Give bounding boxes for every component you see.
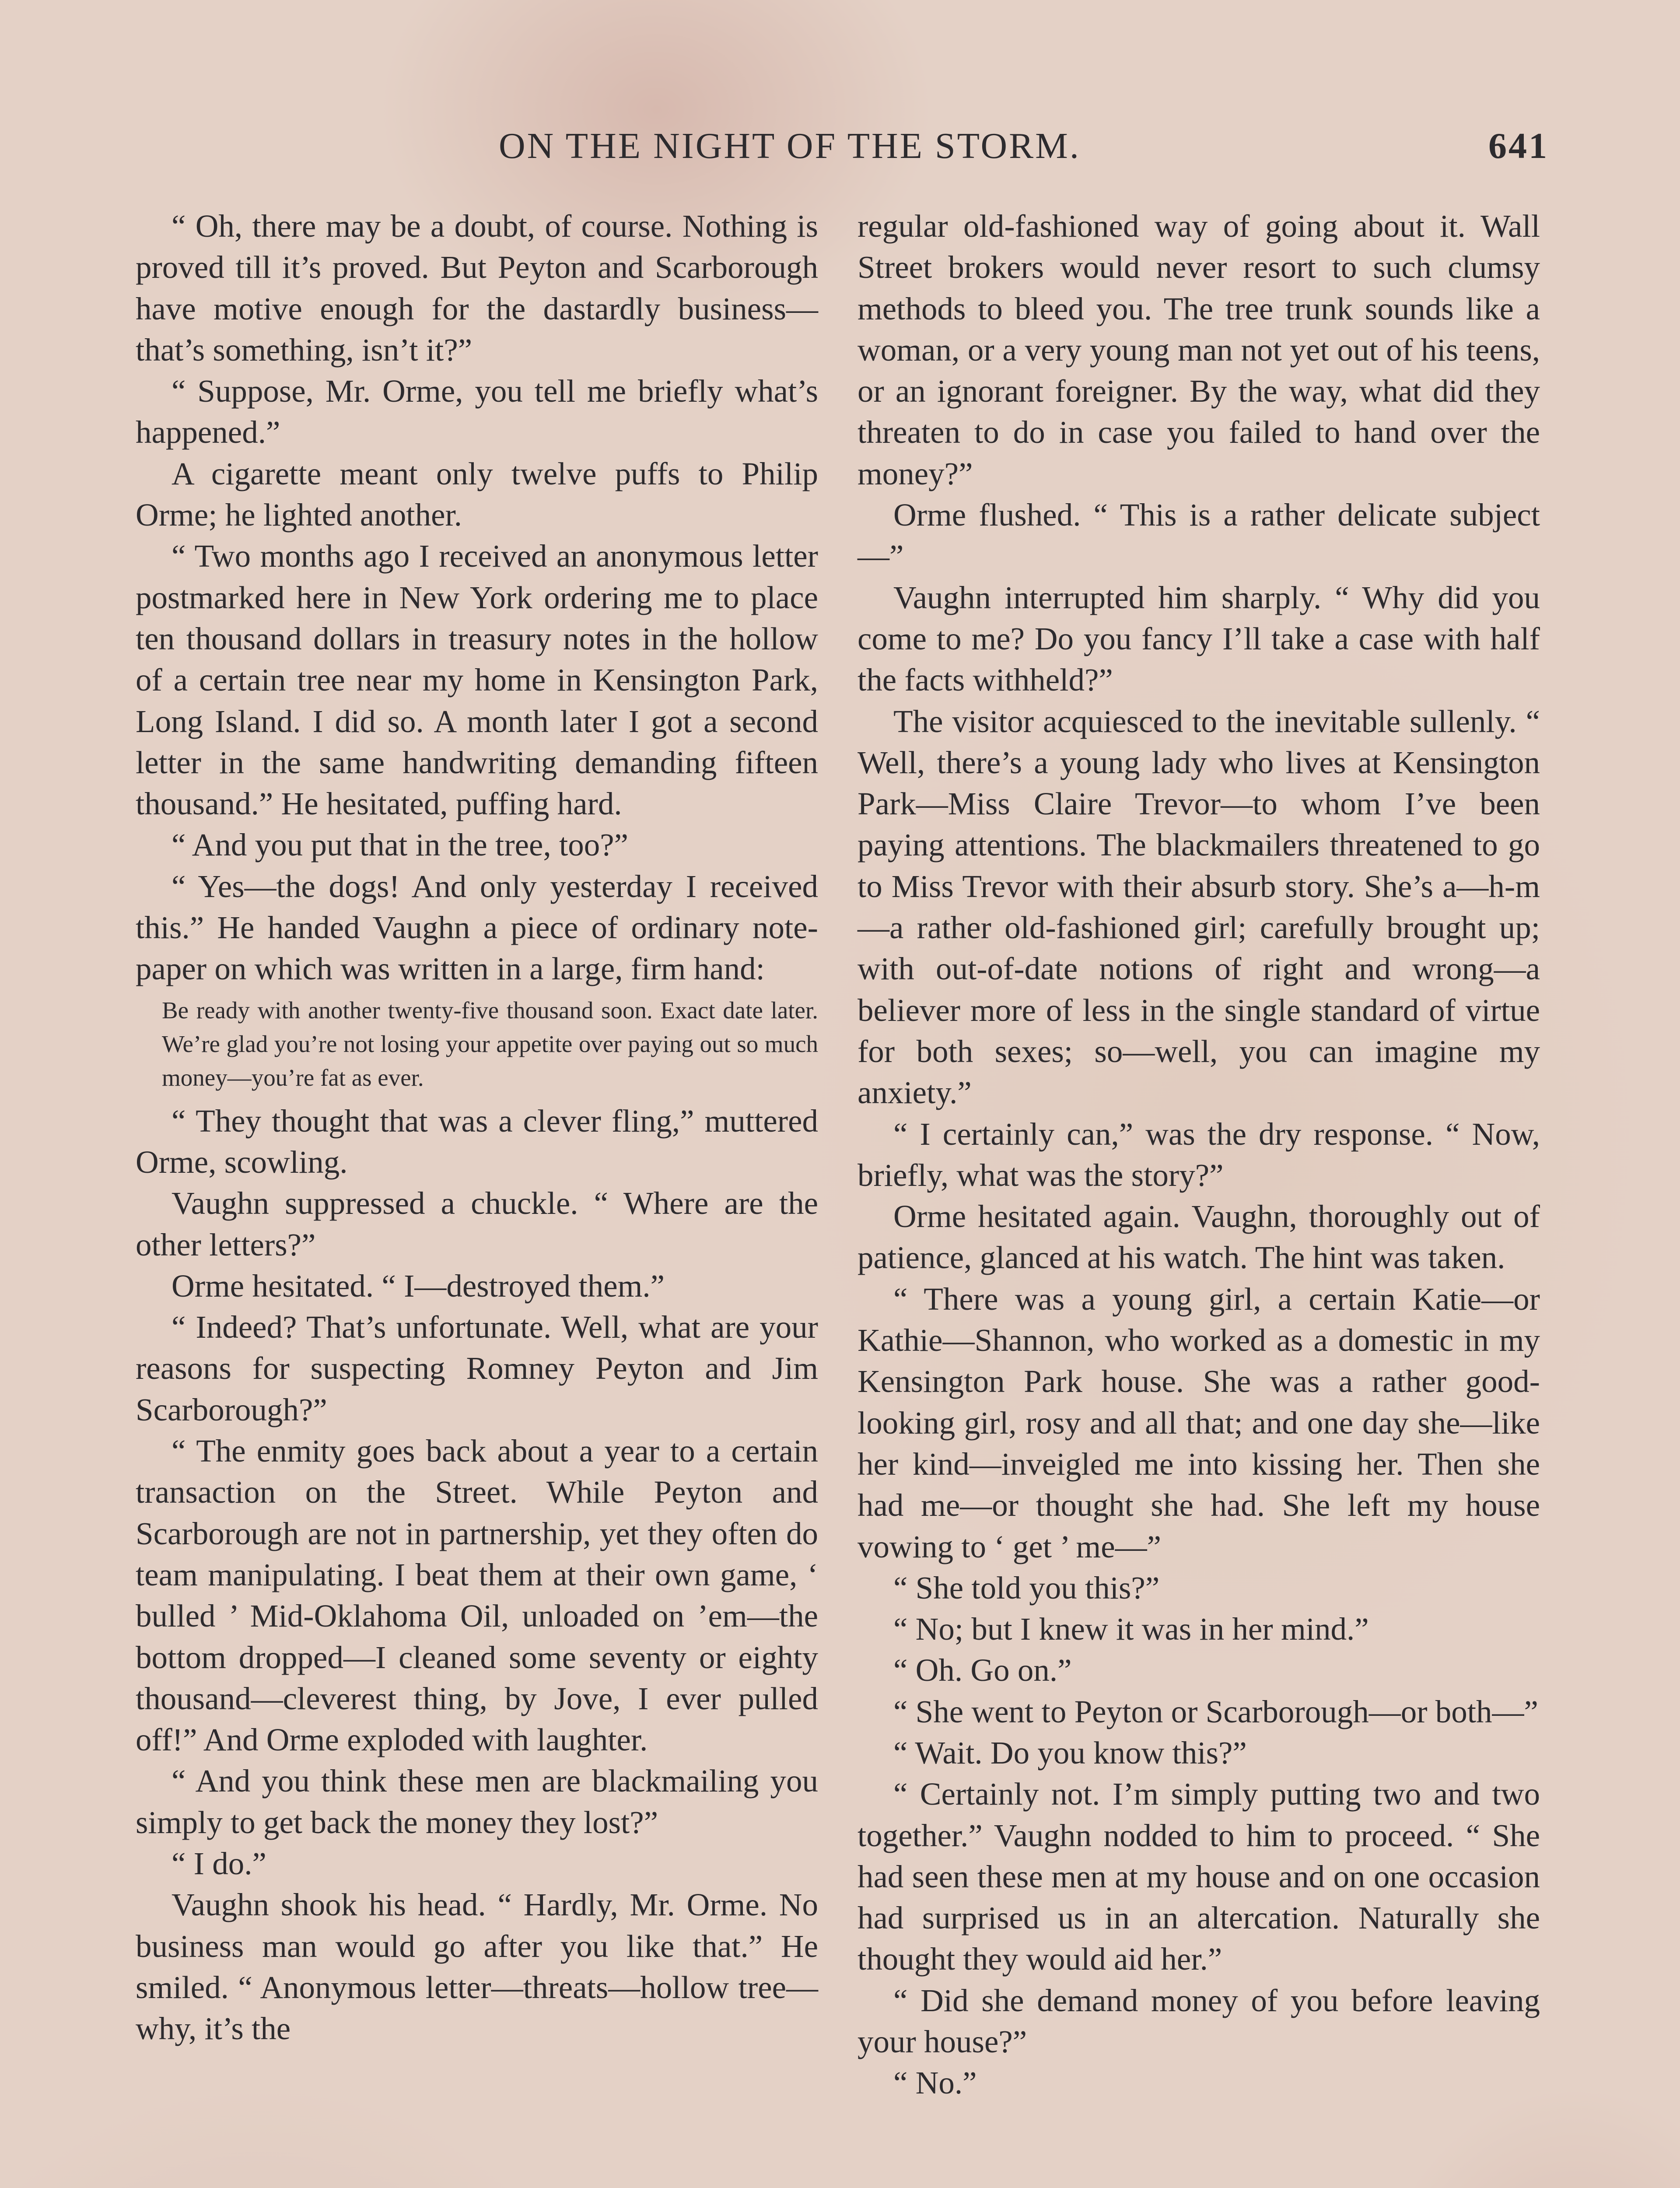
paragraph: “ Suppose, Mr. Orme, you tell me briefly what’s happened.” bbox=[136, 373, 818, 450]
paragraph: Vaughn shook his head. “ Hardly, Mr. Orme. No business man would go after you like that.” He smiled. “ Anonymous letter—threats—hollow tree—why, it’s the bbox=[136, 1887, 818, 2047]
paragraph: “ I certainly can,” was the dry response. “ Now, briefly, what was the story?” bbox=[858, 1116, 1540, 1193]
paragraph: “ Two months ago I received an anonymous letter postmarked here in New York ordering me to place ten thousand dollars in treasury notes in the hollow of a certain tree near my home in Kensington Park, Long Island. I did so. A month later I got a second letter in the same handwriting demanding fifteen thousand.” He hesitated, puffing hard. bbox=[136, 538, 818, 822]
paragraph: Orme hesitated. “ I—destroyed them.” bbox=[172, 1268, 665, 1304]
paragraph: regular old-fashioned way of going about it. Wall Street brokers would never resort to such clumsy methods to bleed you. The tree trunk sounds like a woman, or a very young man not yet out of his teens, or an ignorant foreigner. By the way, what did they threaten to do in case you failed to hand over the money?” bbox=[858, 208, 1540, 491]
paragraph: “ Certainly not. I’m simply putting two and two together.” Vaughn nodded to him to proceed. “ She had seen these men at my house and on one occasion had surprised us in an altercation. Naturally she thought they would aid her.” bbox=[858, 1776, 1540, 1977]
paragraph: “ I do.” bbox=[172, 1845, 266, 1881]
paragraph: “ There was a young girl, a certain Katie—or Kathie—Shannon, who worked as a domestic in my Kensington Park house. She was a rather good-looking girl, rosy and all that; and one day she—like her kind—inveigled me into kissing her. Then she had me—or thought she had. She left my house vowing to ‘ get ’ me—” bbox=[858, 1281, 1540, 1564]
paragraph: “ And you think these men are blackmailing you simply to get back the money they lost?” bbox=[136, 1763, 818, 1840]
paragraph: “ The enmity goes back about a year to a certain transaction on the Street. While Peyton and Scarborough are not in partnership, yet they often do team manipulating. I beat them at their own game, ‘ bulled ’ Mid-Oklahoma Oil, unloaded on ’em—the bottom dropped—I cleaned some seventy or eighty thousand—cleverest thing, by Jove, I ever pulled off!” And Orme exploded with laughter. bbox=[136, 1433, 818, 1758]
paragraph: “ They thought that was a clever fling,” muttered Orme, scowling. bbox=[136, 1103, 818, 1180]
right-column bbox=[858, 206, 1540, 2104]
paragraph: “ Wait. Do you know this?” bbox=[893, 1735, 1247, 1771]
paragraph: “ Indeed? That’s unfortunate. Well, what are your reasons for suspecting Romney Peyton and Jim Scarborough?” bbox=[136, 1309, 818, 1427]
paragraph: The visitor acquiesced to the inevitable sullenly. “ Well, there’s a young lady who lives at Kensington Park—Miss Claire Trevor—to whom I’ve been paying attentions. The blackmailers threatened to go to Miss Trevor with their absurb story. She’s a—h-m—a rather old-fashioned girl; carefully brought up; with out-of-date notions of right and wrong—a believer more of less in the single standard of virtue for both sexes; so—well, you can imagine my anxiety.” bbox=[858, 703, 1540, 1111]
quoted-letter: Be ready with another twenty-five thousand soon. Exact date later. We’re glad you’re not losing your appetite over paying out so much money—you’re fat as ever. bbox=[162, 996, 818, 1091]
page-number: 641 bbox=[1488, 126, 1549, 166]
paragraph: “ Yes—the dogs! And only yesterday I received this.” He handed Vaughn a piece of ordinary note-paper on which was written in a large, firm hand: bbox=[136, 868, 818, 987]
paragraph: Orme flushed. “ This is a rather delicate subject—” bbox=[858, 497, 1540, 574]
paragraph: Vaughn interrupted him sharply. “ Why did you come to me? Do you fancy I’ll take a case with half the facts withheld?” bbox=[858, 579, 1540, 698]
paragraph: “ She went to Peyton or Scarborough—or both—” bbox=[893, 1694, 1538, 1729]
paragraph: “ She told you this?” bbox=[893, 1570, 1160, 1606]
paragraph: “ No.” bbox=[893, 2065, 977, 2101]
paragraph: “ And you put that in the tree, too?” bbox=[172, 827, 629, 863]
paragraph: Vaughn suppressed a chuckle. “ Where are the other letters?” bbox=[136, 1185, 818, 1262]
paragraph: “ No; but I knew it was in her mind.” bbox=[893, 1611, 1369, 1647]
paragraph: A cigarette meant only twelve puffs to Philip Orme; he lighted another. bbox=[136, 456, 818, 533]
paragraph: “ Oh, there may be a doubt, of course. Nothing is proved till it’s proved. But Peyton and Scarborough have motive enough for the dastardly business—that’s something, isn’t it?” bbox=[136, 208, 818, 368]
left-column bbox=[136, 206, 818, 2049]
paragraph: Orme hesitated again. Vaughn, thoroughly out of patience, glanced at his watch. The hint was taken. bbox=[858, 1199, 1540, 1276]
running-title: ON THE NIGHT OF THE STORM. bbox=[499, 126, 1081, 166]
paragraph: “ Oh. Go on.” bbox=[893, 1652, 1072, 1688]
running-head bbox=[131, 125, 1549, 173]
paragraph: “ Did she demand money of you before leaving your house?” bbox=[858, 1982, 1540, 2060]
